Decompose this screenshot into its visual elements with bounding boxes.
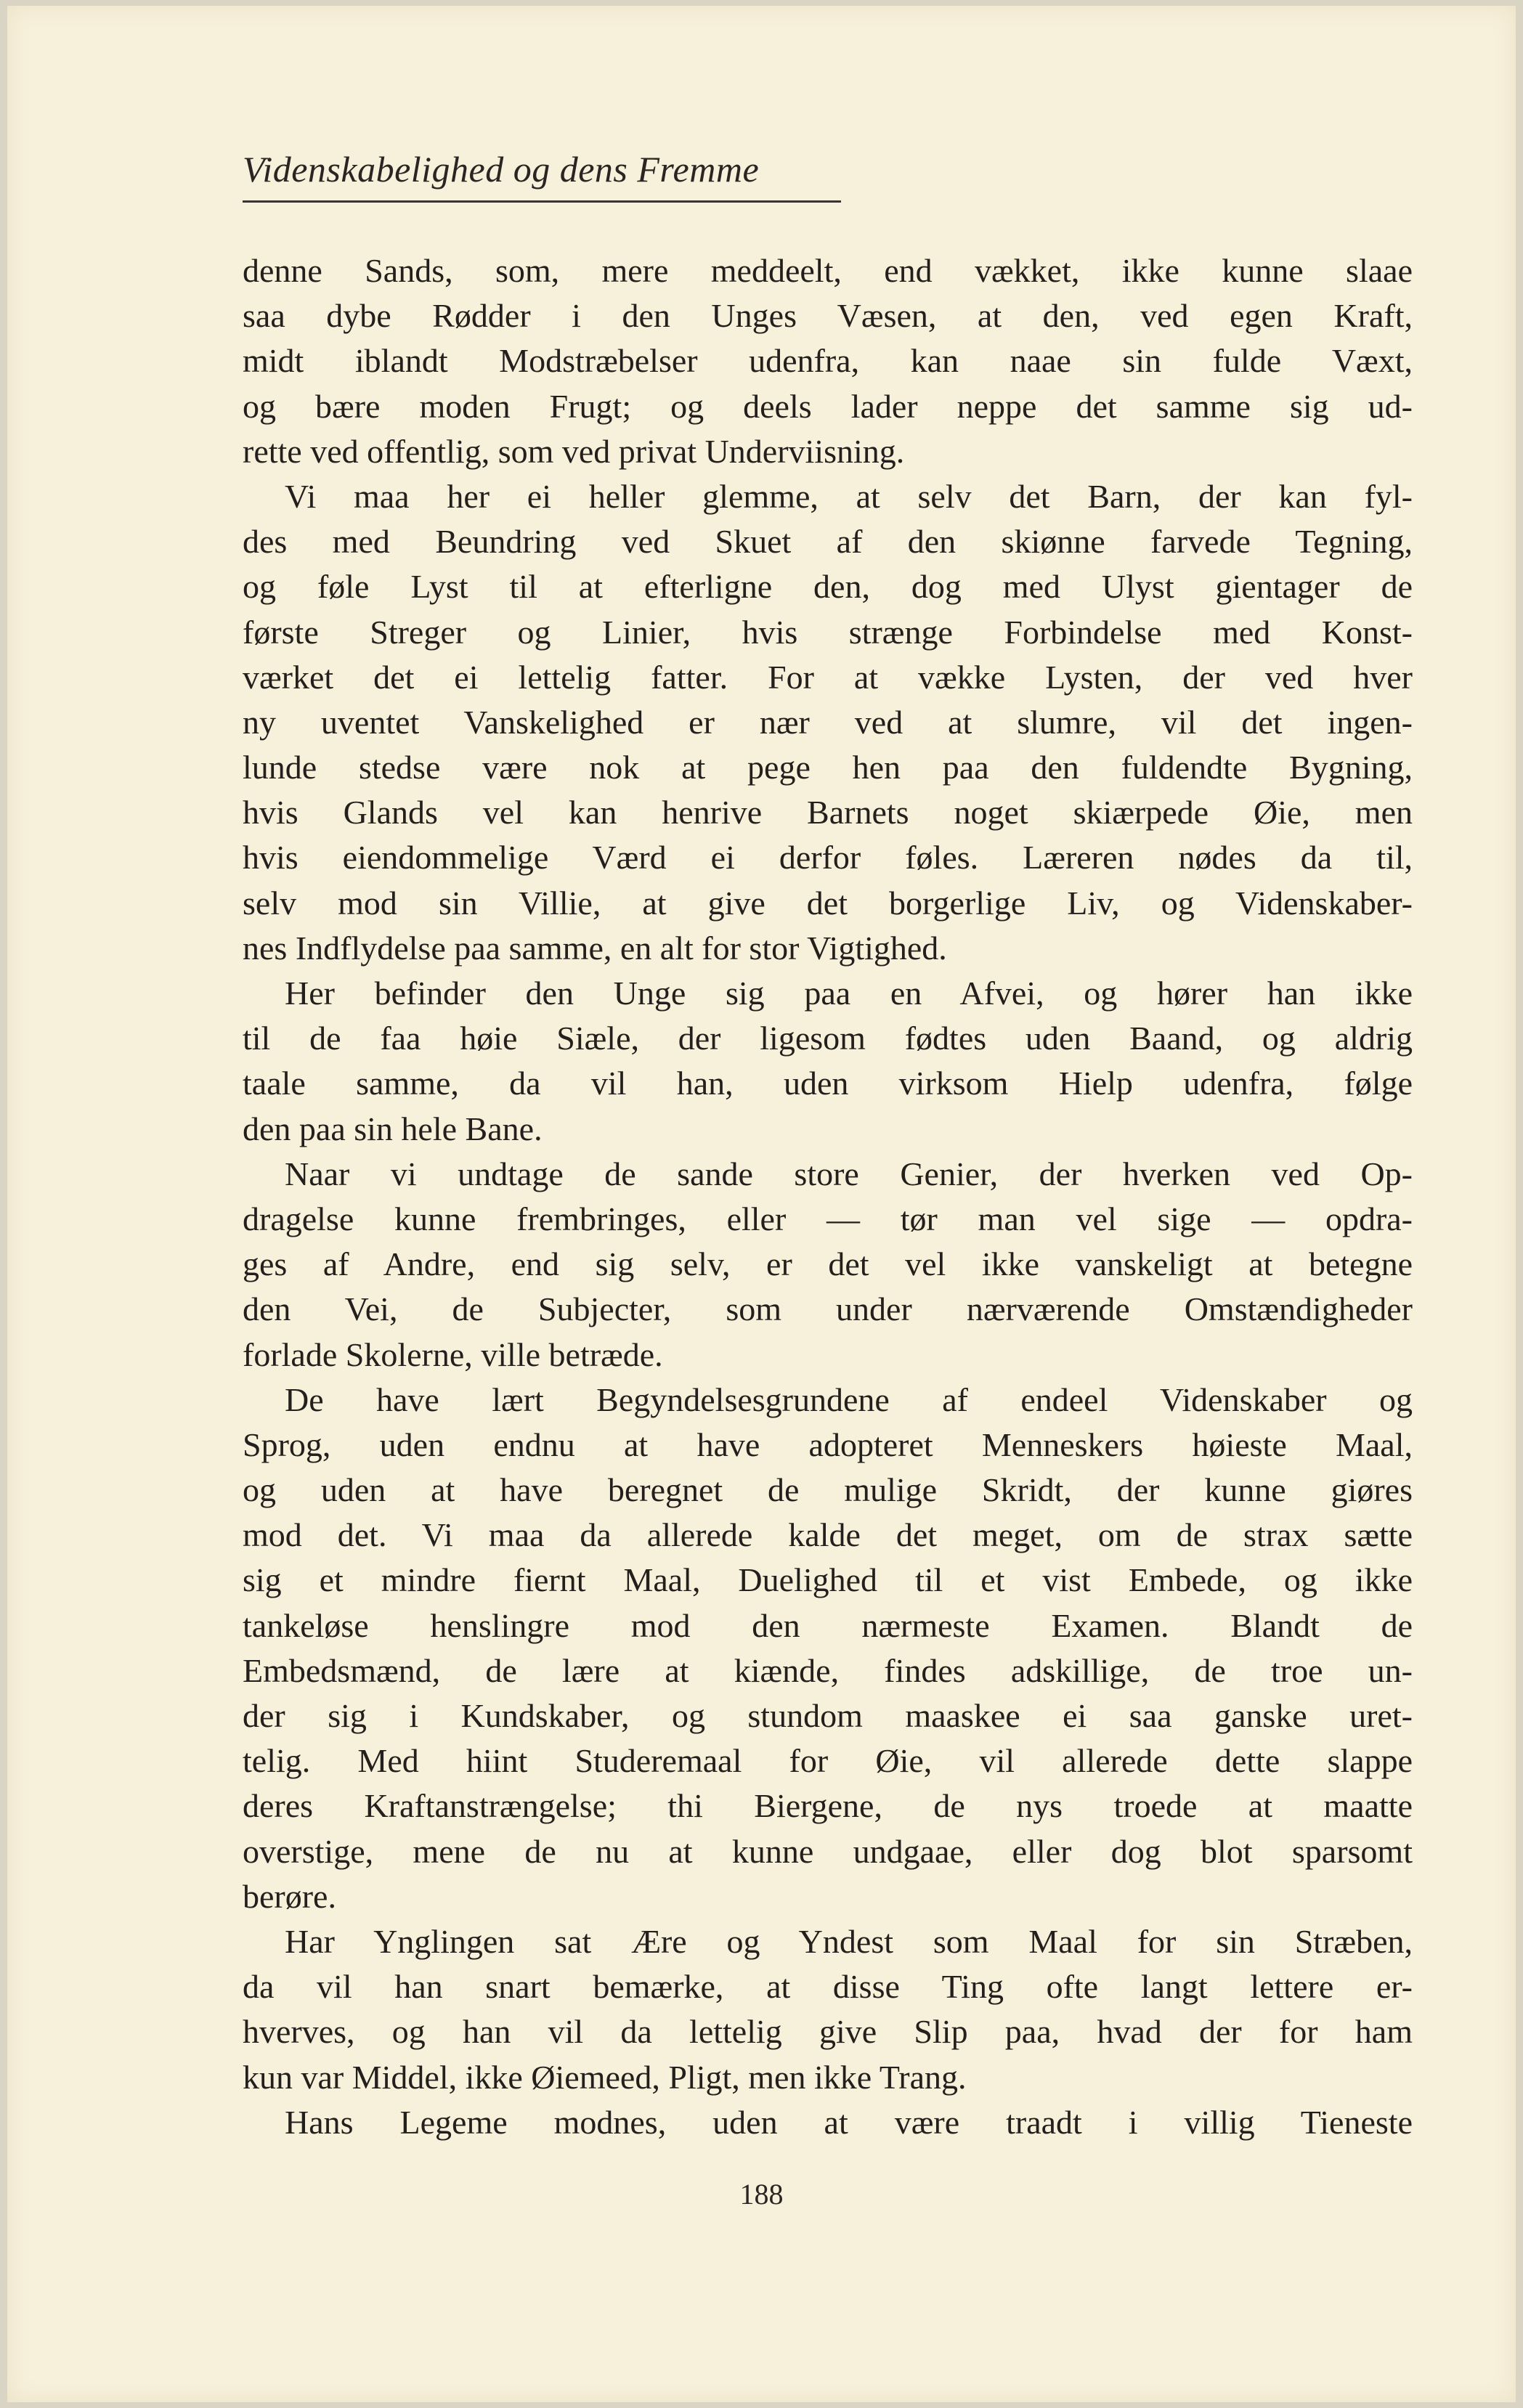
text-line: rette ved offentlig, som ved privat Underviisning. [243,432,905,470]
text-line: værket det ei lettelig fatter. For at vække Lysten, der ved hver [243,658,1413,696]
page-number: 188 [739,2178,784,2210]
text-line: Sprog, uden endnu at have adopteret Menneskers høieste Maal, [243,1425,1413,1463]
text-line: den Vei, de Subjecter, som under nærværende Omstændigheder [243,1290,1413,1328]
paragraph [243,474,1413,971]
text-line: ny uventet Vanskelighed er nær ved at slumre, vil det ingen- [243,703,1413,741]
text-line: forlade Skolerne, ville betræde. [243,1335,663,1373]
paragraph [243,1378,1413,1919]
text-line: kun var Middel, ikke Øiemeed, Pligt, men ikke Trang. [243,2058,967,2096]
text-line: mod det. Vi maa da allerede kalde det meget, om de strax sætte [243,1516,1413,1554]
text-line: der sig i Kundskaber, og stundom maaskee ei saa ganske uret- [243,1697,1413,1734]
text-line: den paa sin hele Bane. [243,1110,543,1147]
text-line: Har Ynglingen sat Ære og Yndest som Maal for sin Stræben, [285,1922,1413,1960]
text-line: nes Indflydelse paa samme, en alt for stor Vigtighed. [243,929,947,967]
paragraph [243,971,1413,1152]
text-line: deres Kraftanstrængelse; thi Biergene, de nys troede at maatte [243,1787,1413,1825]
body-text [243,248,1413,2145]
text-line: ges af Andre, end sig selv, er det vel ikke vanskeligt at betegne [243,1245,1413,1283]
text-line: saa dybe Rødder i den Unges Væsen, at den, ved egen Kraft, [243,297,1413,335]
text-line: til de faa høie Siæle, der ligesom fødtes uden Baand, og aldrig [243,1020,1413,1057]
text-line: Hans Legeme modnes, uden at være traadt i villig Tieneste [285,2103,1413,2141]
paragraph [243,1919,1413,2100]
text-line: denne Sands, som, mere meddeelt, end vækket, ikke kunne slaae [243,252,1413,289]
text-line: De have lært Begyndelsesgrundene af endeel Videnskaber og [285,1380,1413,1418]
text-line: Naar vi undtage de sande store Genier, der hverken ved Op- [285,1155,1413,1192]
book-page [7,6,1516,2402]
text-line: overstige, mene de nu at kunne undgaae, eller dog blot sparsomt [243,1832,1413,1870]
text-line: taale samme, da vil han, uden virksom Hielp udenfra, følge [243,1065,1413,1102]
running-header: Videnskabelighed og dens Fremme [243,149,760,190]
text-line: da vil han snart bemærke, at disse Ting ofte langt lettere er- [243,1968,1413,2006]
text-line: og uden at have beregnet de mulige Skridt, der kunne giøres [243,1471,1413,1509]
paragraph [243,2100,1413,2145]
text-line: tankeløse henslingre mod den nærmeste Examen. Blandt de [243,1606,1413,1644]
paragraph [243,248,1413,474]
text-line: Her befinder den Unge sig paa en Afvei, og hører han ikke [285,975,1413,1012]
text-line: Vi maa her ei heller glemme, at selv det Barn, der kan fyl- [285,477,1413,515]
header-rule [243,200,841,203]
text-line: hvis eiendommelige Værd ei derfor føles. Læreren nødes da til, [243,839,1413,876]
text-line: dragelse kunne frembringes, eller — tør man vel sige — opdra- [243,1200,1413,1237]
text-line: Embedsmænd, de lære at kiænde, findes adskillige, de troe un- [243,1651,1413,1689]
text-line: telig. Med hiint Studeremaal for Øie, vil allerede dette slappe [243,1742,1413,1780]
paragraph [243,1152,1413,1378]
text-line: og føle Lyst til at efterligne den, dog med Ulyst gientager de [243,568,1413,606]
text-line: hverves, og han vil da lettelig give Slip paa, hvad der for ham [243,2013,1413,2051]
text-line: midt iblandt Modstræbelser udenfra, kan naae sin fulde Væxt, [243,342,1413,380]
text-line: lunde stedse være nok at pege hen paa den fuldendte Bygning, [243,749,1413,786]
text-line: første Streger og Linier, hvis strænge Forbindelse med Konst- [243,613,1413,651]
text-line: sig et mindre fiernt Maal, Duelighed til et vist Embede, og ikke [243,1561,1413,1599]
text-line: des med Beundring ved Skuet af den skiønne farvede Tegning, [243,523,1413,561]
text-line: selv mod sin Villie, at give det borgerlige Liv, og Videnskaber- [243,884,1413,922]
text-line: og bære moden Frugt; og deels lader neppe det samme sig ud- [243,387,1413,425]
text-line: berøre. [243,1877,336,1915]
text-line: hvis Glands vel kan henrive Barnets noget skiærpede Øie, men [243,794,1413,831]
